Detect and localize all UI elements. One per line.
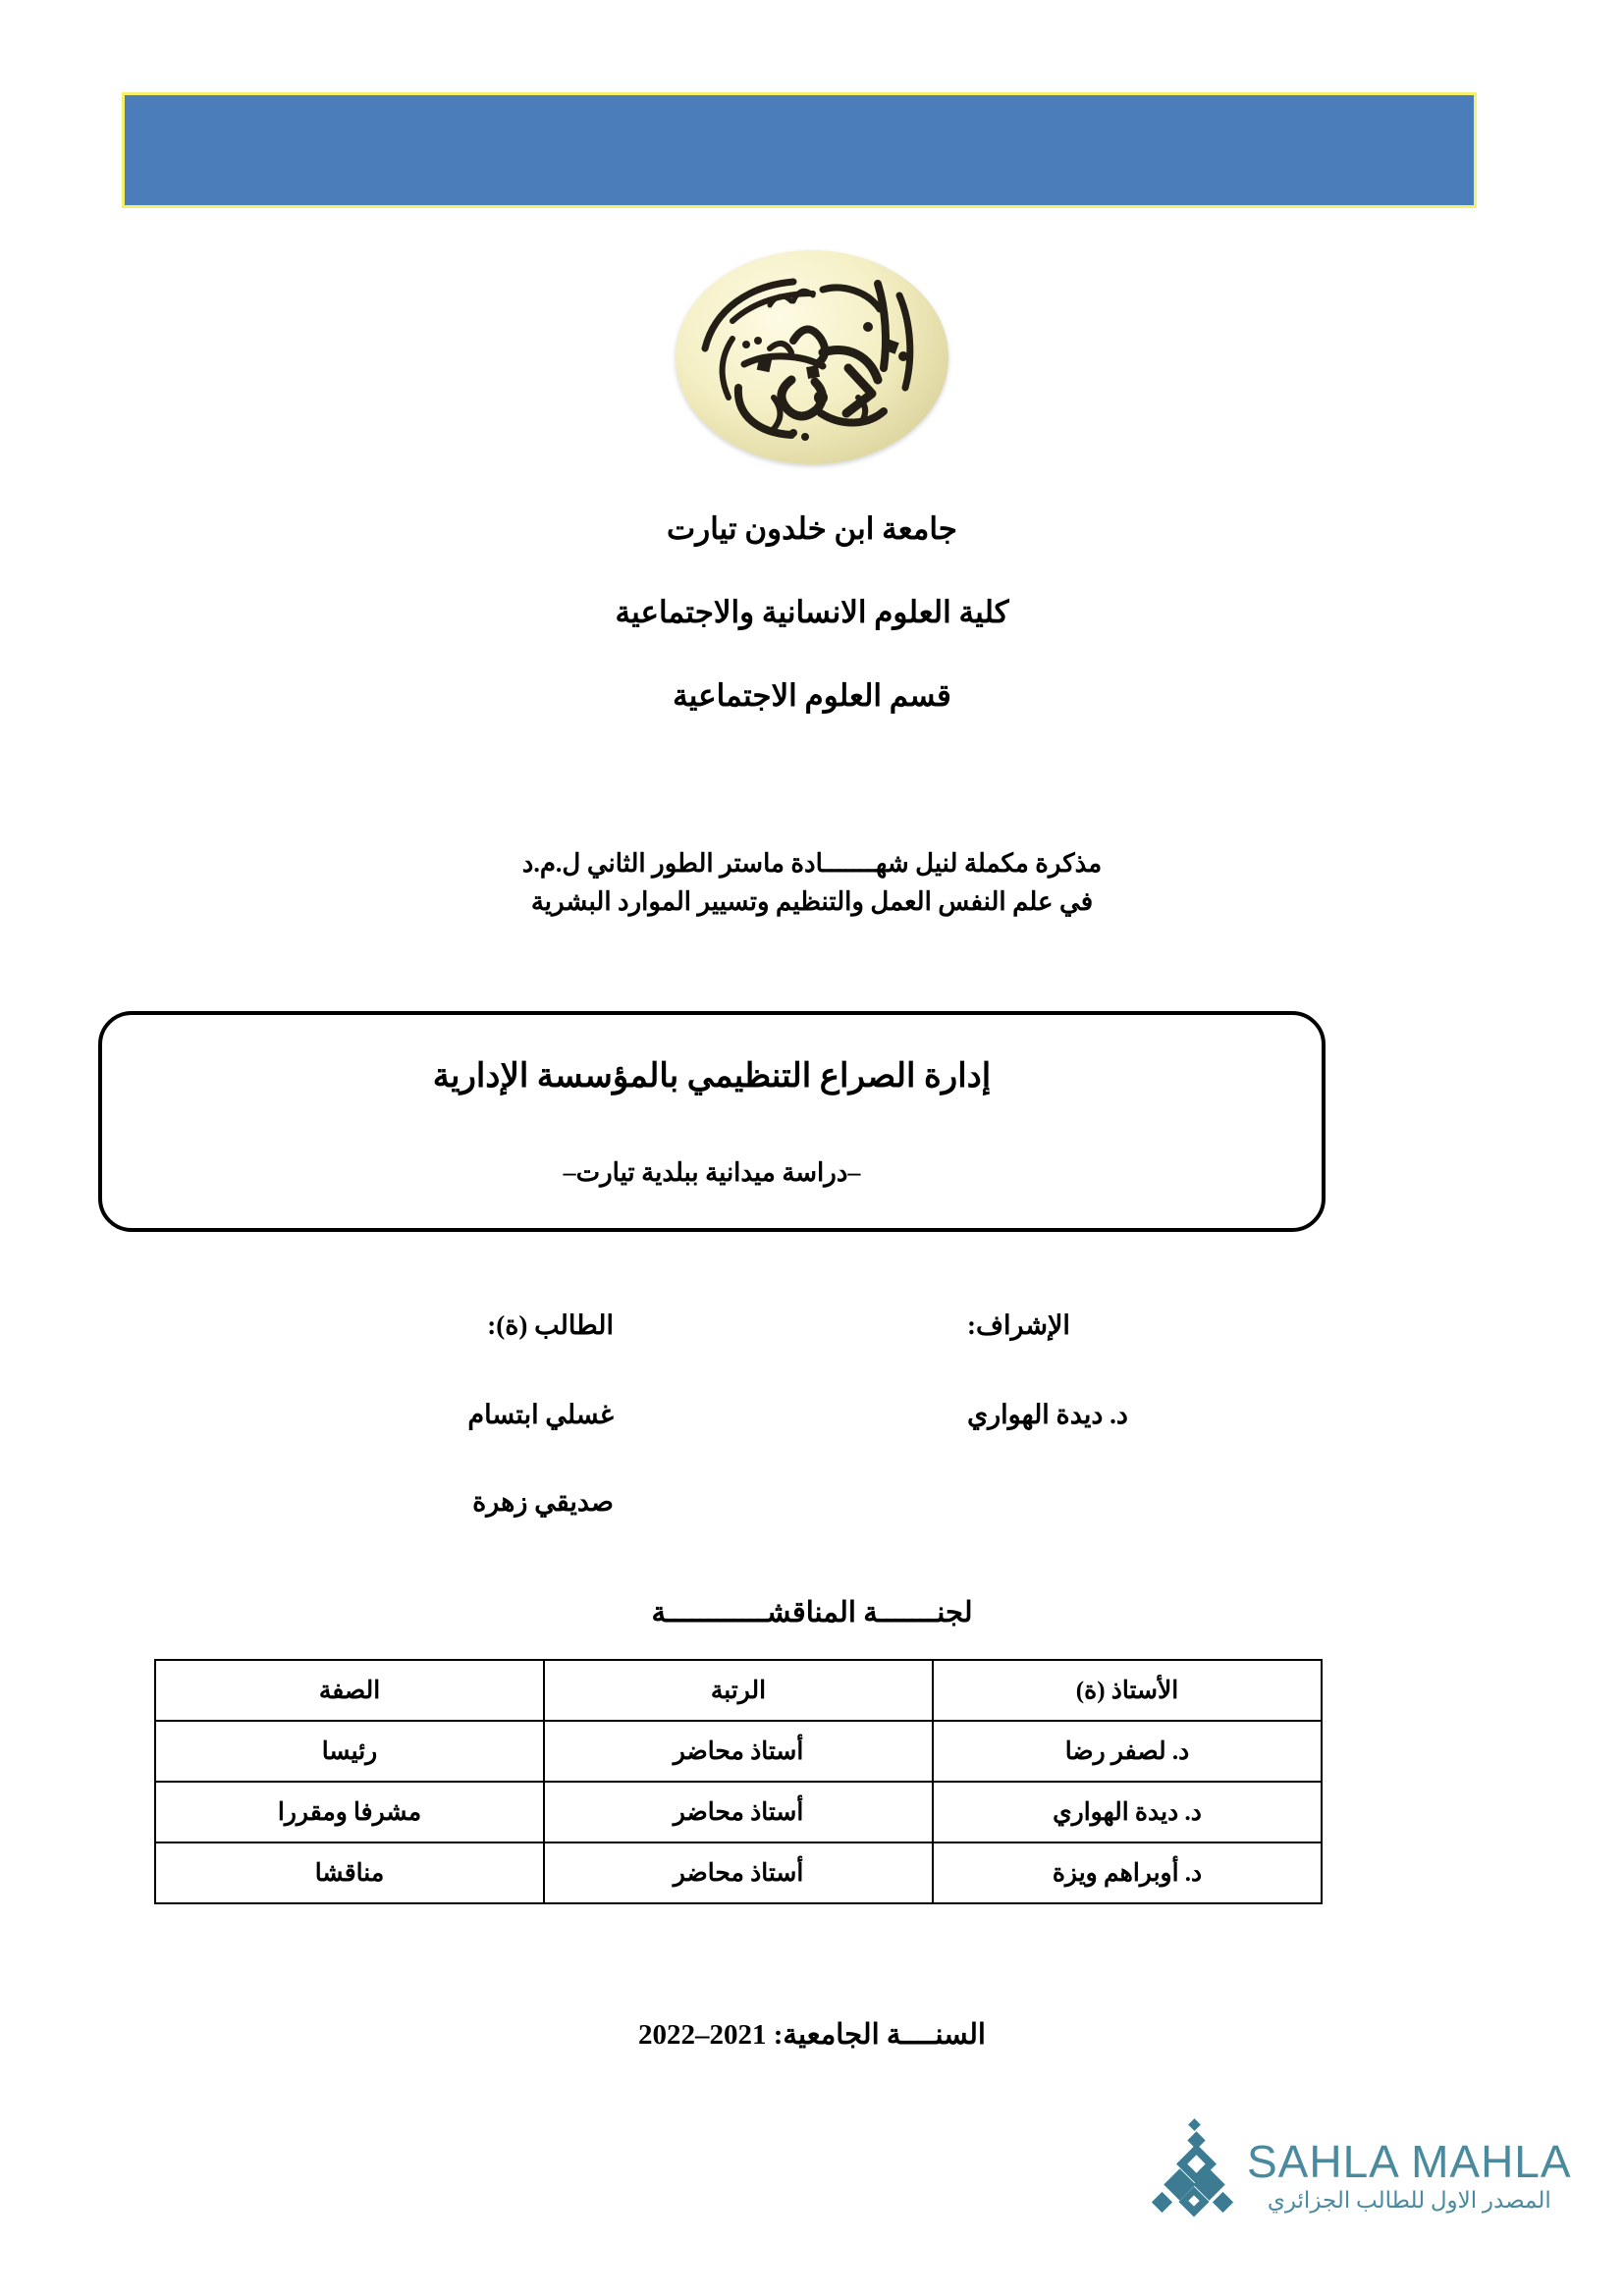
supervisor-label: الإشراف: [967,1310,1070,1340]
degree-line-1: مذكرة مكملة لنيل شهـــــــادة ماستر الطور الثاني ل.م.د [521,849,1103,878]
degree-line-2: في علم النفس العمل والتنظيم وتسيير الموارد البشرية [530,887,1094,916]
watermark-subtitle: المصدر الاول للطالب الجزائري [1267,2187,1551,2213]
sahla-mahla-diamond-icon [1147,2118,1237,2233]
jury-professor: د. أوبراهم ويزة [933,1842,1322,1903]
jury-role: رئيسا [155,1721,544,1782]
column-header-professor: الأستاذ (ة) [933,1660,1322,1721]
jury-professor: د. لصفر رضا [933,1721,1322,1782]
watermark-text [1247,2135,1572,2213]
university-name: جامعة ابن خلدون تيارت [667,511,957,546]
thesis-title: إدارة الصراع التنظيمي بالمؤسسة الإدارية [432,1057,992,1095]
authors-and-supervisor [147,1310,1434,1518]
jury-heading: لجنـــــــة المناقشــــــــــــة [651,1597,973,1629]
table-header-row [155,1660,1322,1721]
supervisor-name: د. ديدة الهواري [967,1400,1128,1429]
thesis-subtitle: –دراسة ميدانية ببلدية تيارت– [563,1157,861,1187]
degree-statement [0,844,1624,921]
faculty-name: كلية العلوم الانسانية والاجتماعية [615,594,1009,629]
institution-headings [0,510,1624,715]
student-name-1: غسلي ابتسام [467,1400,614,1429]
table-row [155,1782,1322,1842]
department-name: قسم العلوم الاجتماعية [673,677,951,713]
student-column [147,1310,790,1518]
table-row [155,1721,1322,1782]
jury-professor: د. ديدة الهواري [933,1782,1322,1842]
watermark-title: SAHLA MAHLA [1247,2135,1572,2187]
jury-rank: أستاذ محاضر [544,1842,933,1903]
top-decorative-banner [122,92,1477,208]
jury-role: مشرفا ومقررا [155,1782,544,1842]
jury-role: مناقشا [155,1842,544,1903]
student-name-2: صديقي زهرة [472,1487,614,1517]
ibn-khaldoun-seal-icon [676,250,948,464]
academic-year: السنــــة الجامعية: 2021–2022 [638,2019,986,2051]
jury-rank: أستاذ محاضر [544,1782,933,1842]
table-row [155,1842,1322,1903]
supervisor-column [790,1310,1434,1518]
jury-rank: أستاذ محاضر [544,1721,933,1782]
university-logo-container [0,250,1624,464]
sahla-mahla-watermark [1147,2118,1598,2233]
column-header-role: الصفة [155,1660,544,1721]
column-header-rank: الرتبة [544,1660,933,1721]
jury-table [154,1659,1323,1904]
student-label: الطالب (ة): [487,1310,614,1340]
thesis-title-box [98,1011,1326,1232]
